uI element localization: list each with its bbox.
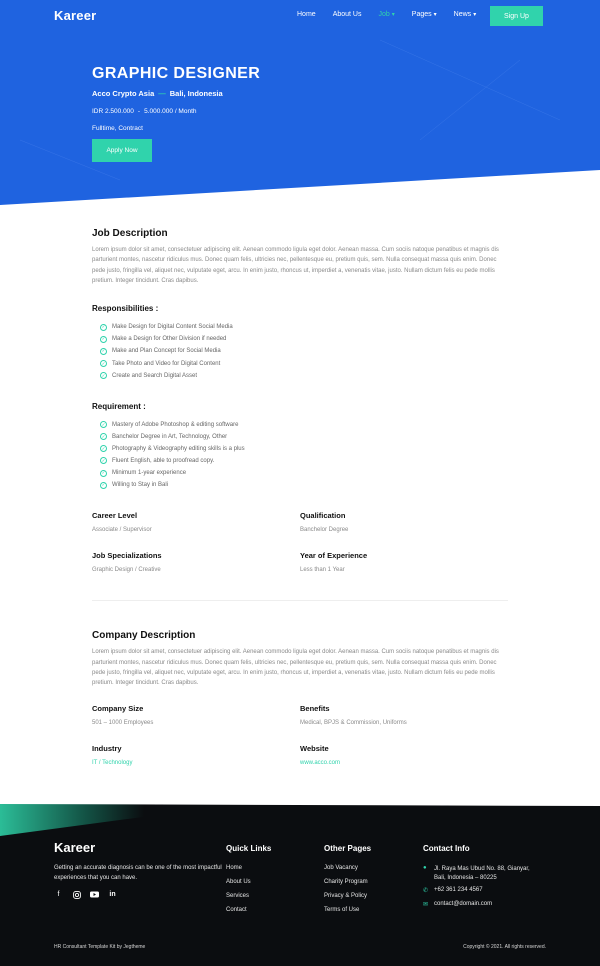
mail-icon: ✉ — [423, 902, 429, 908]
check-circle-icon: ✓ — [101, 372, 106, 378]
salary-range: IDR 2.500.000 - 5.000.000 / Month — [92, 108, 197, 115]
sign-up-button[interactable]: Sign Up — [490, 6, 543, 26]
list-item: ✓ Minimum 1-year experience — [101, 470, 187, 477]
check-circle-icon: ✓ — [101, 348, 106, 354]
industry: Industry IT / Technology — [92, 744, 300, 784]
job-title: GRAPHIC DESIGNER — [92, 65, 261, 82]
list-item: ✓ Banchelor Degree in Art, Technology, Other — [101, 433, 228, 440]
company-name: Acco Crypto Asia — [92, 89, 155, 98]
year-of-experience: Year of Experience Less than 1 Year — [300, 551, 368, 574]
list-item: ✓ Take Photo and Video for Digital Content — [101, 360, 221, 367]
nav-item-about-us[interactable]: About Us — [332, 11, 362, 18]
check-circle-icon: ✓ — [101, 445, 106, 451]
job-location: Bali, Indonesia — [169, 89, 223, 98]
check-circle-icon: ✓ — [101, 324, 106, 330]
job-meta-grid — [92, 511, 508, 591]
quick-links-column: Quick Links Home About Us Services Contact — [226, 844, 271, 921]
career-level: Career Level Associate / Supervisor — [92, 511, 152, 534]
company-description-text: Lorem ipsum dolor sit amet, consectetuer adipiscing elit. Aenean commodo ligula eget dolor. Aenean massa. Cum sociis natoque penatibus et magnis dis parturient montes, nascetur ridiculus mus. Donec quam felis, ultricies nec, pellentesque eu, pretium quis, sem. Nulla consequat massa quis enim. Donec pede justo, fringilla vel, aliquet nec, vulputate eget, arcu. In enim justo, rhoncus ut, imperdiet a, venenatis vitae, justo. Nullam dictum felis eu pede mollis pretium. Integer tincidunt. Cras dapibus. — [92, 649, 499, 687]
apply-now-button[interactable]: Apply Now — [92, 139, 152, 162]
site-logo[interactable]: Kareer — [54, 8, 97, 23]
footer-logo[interactable]: Kareer — [54, 840, 96, 855]
list-item: ✓ Make Design for Digital Content Social Media — [101, 324, 233, 331]
list-item: ✓ Mastery of Adobe Photoshop & editing software — [101, 421, 239, 428]
hero-background — [0, 0, 600, 205]
nav-item-pages[interactable]: Pages ▾ — [411, 11, 437, 18]
check-circle-icon: ✓ — [101, 421, 106, 427]
check-circle-icon: ✓ — [101, 457, 106, 463]
map-pin-icon: ● — [423, 865, 427, 871]
check-circle-icon: ✓ — [101, 470, 106, 476]
chevron-down-icon: ▾ — [473, 12, 477, 18]
company-meta-grid — [92, 704, 508, 784]
qualification: Qualification Banchelor Degree — [300, 511, 349, 534]
footer-link-charity-program[interactable]: Charity Program — [324, 879, 368, 885]
footer-link-privacy-policy[interactable]: Privacy & Policy — [324, 893, 368, 899]
nav-item-home[interactable]: Home — [297, 11, 316, 18]
job-header — [92, 65, 260, 132]
footer-link-contact[interactable]: Contact — [226, 907, 247, 913]
youtube-icon[interactable] — [90, 890, 99, 899]
other-pages-column: Other Pages Job Vacancy Charity Program Privacy & Policy Terms of Use — [324, 844, 371, 921]
contact-address: ● Jl. Raya Mas Ubud No. 88, Gianyar, Bali, Indonesia – 80225 — [423, 865, 530, 881]
social-links — [54, 890, 117, 899]
benefits: Benefits Medical, BPJS & Commission, Uniforms — [300, 704, 407, 727]
check-circle-icon: ✓ — [101, 360, 106, 366]
section-divider — [92, 600, 508, 601]
job-description-text: Lorem ipsum dolor sit amet, consectetuer adipiscing elit. Aenean commodo ligula eget dolor. Aenean massa. Cum sociis natoque penatibus et magnis dis parturient montes, nascetur ridiculus mus. Donec quam felis, ultricies nec, pellentesque eu, pretium quis, sem. Nulla consequat massa quis enim. Donec pede justo, fringilla vel, aliquet nec, vulputate eget, arcu. In enim justo, rhoncus ut, imperdiet a, venenatis vitae, justo. Nullam dictum felis eu pede mollis pretium. Integer tincidunt. Cras dapibus. — [92, 247, 499, 284]
chevron-down-icon: ▾ — [433, 12, 437, 18]
footer-copyright: Copyright © 2021. All rights reserved. — [463, 944, 546, 950]
footer-link-services[interactable]: Services — [226, 893, 250, 899]
footer-accent-shape — [0, 804, 600, 844]
nav-item-news[interactable]: News ▾ — [453, 11, 477, 18]
footer-link-terms-of-use[interactable]: Terms of Use — [324, 907, 360, 913]
check-circle-icon: ✓ — [101, 482, 106, 488]
footer-link-about-us[interactable]: About Us — [226, 879, 251, 885]
list-item: ✓ Create and Search Digital Asset — [101, 372, 198, 379]
linkedin-icon[interactable]: in — [109, 891, 116, 898]
footer-link-job-vacancy[interactable]: Job Vacancy — [324, 865, 358, 871]
list-item: ✓ Make a Design for Other Division if needed — [101, 336, 227, 343]
list-item: ✓ Fluent English, able to proofread copy. — [101, 457, 215, 464]
responsibilities-heading: Responsibilities : — [92, 304, 159, 314]
industry-link[interactable]: IT / Technology — [92, 760, 133, 767]
company-location-line — [92, 89, 260, 98]
company-description-heading: Company Description — [92, 630, 196, 642]
instagram-icon[interactable] — [72, 890, 81, 899]
requirement-list — [92, 419, 508, 492]
list-item: ✓ Willing to Stay in Bali — [101, 482, 169, 489]
site-footer — [0, 804, 600, 966]
main-menu — [297, 11, 493, 18]
top-navbar — [54, 6, 544, 26]
website: Website www.acco.com — [300, 744, 508, 784]
requirement-heading: Requirement : — [92, 401, 146, 411]
hero-section — [0, 0, 600, 205]
footer-description: Getting an accurate diagnosis can be one of the most impactful experiences that you can have. — [54, 865, 222, 881]
website-link[interactable]: www.acco.com — [300, 760, 341, 767]
separator-dash: — — [158, 89, 166, 98]
contact-phone: ✆ +62 361 234 4567 — [423, 887, 483, 894]
footer-link-home[interactable]: Home — [226, 865, 243, 871]
job-specializations: Job Specializations Graphic Design / Creative — [92, 551, 162, 574]
phone-icon: ✆ — [423, 888, 429, 894]
check-circle-icon: ✓ — [101, 336, 106, 342]
responsibilities-list — [92, 321, 508, 381]
footer-credit: HR Consultant Template Kit by Jegtheme — [54, 944, 146, 950]
company-size: Company Size 501 – 1000 Employees — [92, 704, 154, 727]
chevron-down-icon: ▾ — [391, 12, 395, 18]
job-details — [92, 228, 508, 784]
list-item: ✓ Photography & Videography editing skills is a plus — [101, 445, 245, 452]
job-type: Fulltime, Contract — [92, 125, 143, 132]
nav-item-job[interactable]: Job ▾ — [378, 11, 395, 18]
check-circle-icon: ✓ — [101, 433, 106, 439]
contact-info-column: Contact Info ● Jl. Raya Mas Ubud No. 88, Gianyar, Bali, Indonesia – 80225 ✆ +62 361 234 4567 ✉ contact@domain.com — [423, 844, 530, 915]
contact-email: ✉ contact@domain.com — [423, 901, 493, 908]
job-description-heading: Job Description — [92, 228, 168, 239]
facebook-icon[interactable]: f — [57, 891, 60, 898]
list-item: ✓ Make and Plan Concept for Social Media — [101, 348, 221, 355]
